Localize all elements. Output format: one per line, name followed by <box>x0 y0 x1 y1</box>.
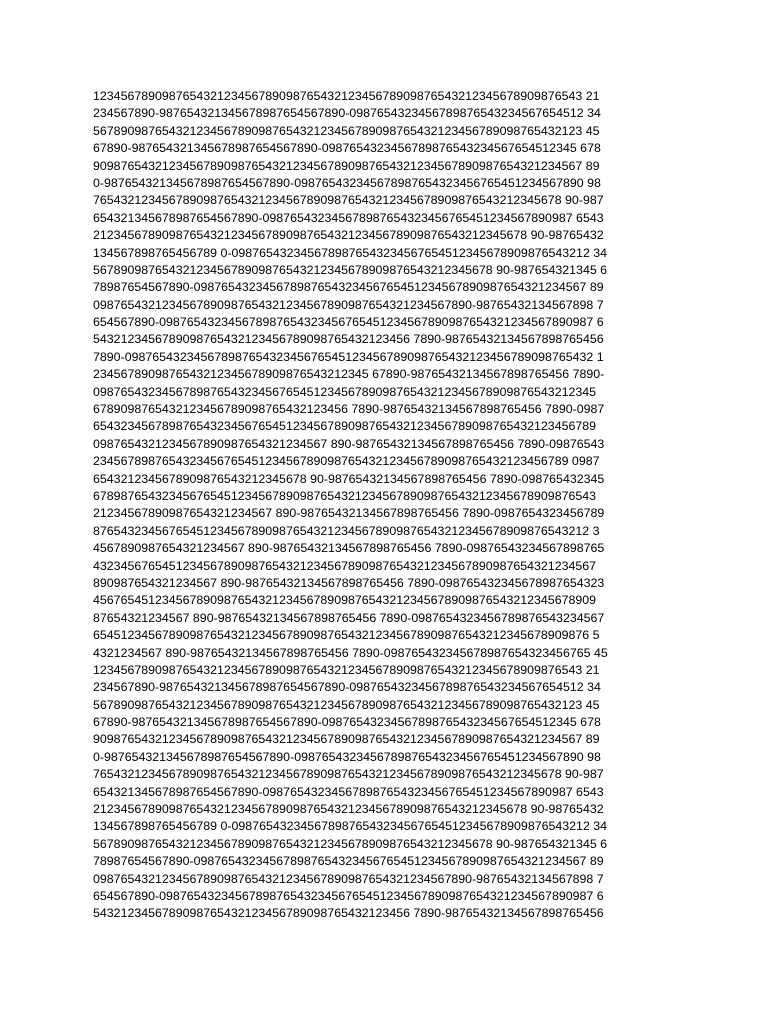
text-line: 212345678909876543212345678909876543212345678909876543212345678 90-98765432 <box>93 228 604 243</box>
text-line: 7890-09876543234567898765432345676545123456789098765432123456789098765432 1 <box>93 349 604 364</box>
text-line: 4567654512345678909876543212345678909876543212345678909876543212345678909 <box>93 593 597 608</box>
text-line: 5678909876543212345678909876543212345678909876543212345678 90-987654321345 6 <box>93 262 608 277</box>
text-line: 5432123456789098765432123456789098765432123456 7890-98765432134567898765456 <box>93 906 604 921</box>
text-line: 4567890987654321234567 890-98765432134567898765456 7890-09876543234567898765 <box>93 541 605 556</box>
text-line: 5678909876543212345678909876543212345678909876543212345678 90-987654321345 6 <box>93 836 608 851</box>
text-line: 654567890-098765432345678987654323456765451234567890987654321234567890987 6 <box>93 315 604 330</box>
text-line: 876543234567654512345678909876543212345678909876543212345678909876543212 3 <box>93 523 600 538</box>
text-line: 234567898765432345676545123456789098765432123456789098765432123456789 0987 <box>93 454 600 469</box>
number-text-block <box>93 88 683 923</box>
text-line: 654321345678987654567890-098765432345678987654323456765451234567890987 6543 <box>93 210 604 225</box>
text-line: 76543212345678909876543212345678909876543212345678909876543212345678 90-987 <box>93 193 604 208</box>
text-line: 90987654321234567890987654321234567890987654321234567890987654321234567 89 <box>93 732 600 747</box>
text-line: 78987654567890-098765432345678987654323456765451234567890987654321234567 89 <box>93 854 604 869</box>
text-line: 654512345678909876543212345678909876543212345678909876543212345678909876 5 <box>93 628 600 643</box>
text-line: 134567898765456789 0-0987654323456789876543234567654512345678909876543212 34 <box>93 245 608 260</box>
text-line: 56789098765432123456789098765432123456789098765432123456789098765432123 45 <box>93 123 600 138</box>
text-line: 87654321234567 890-98765432134567898765456 7890-0987654323456789876543234567 <box>93 610 605 625</box>
text-line: 4321234567 890-98765432134567898765456 7890-098765432345678987654323456765 45 <box>93 645 608 660</box>
text-line: 0987654323456789876543234567654512345678909876543212345678909876543212345 <box>93 384 597 399</box>
text-line: 0-987654321345678987654567890-098765432345678987654323456765451234567890 98 <box>93 749 601 764</box>
text-line: 76543212345678909876543212345678909876543212345678909876543212345678 90-987 <box>93 767 604 782</box>
text-line: 0987654321234567890987654321234567890987654321234567890-98765432134567898 7 <box>93 297 604 312</box>
text-line: 78987654567890-098765432345678987654323456765451234567890987654321234567 89 <box>93 280 604 295</box>
text-line: 890987654321234567 890-98765432134567898765456 7890-098765432345678987654323 <box>93 575 605 590</box>
text-line: 67890-987654321345678987654567890-0987654323456789876543234567654512345 678 <box>93 141 601 156</box>
text-line: 0-987654321345678987654567890-098765432345678987654323456765451234567890 98 <box>93 175 601 190</box>
text-line: 654567890-098765432345678987654323456765451234567890987654321234567890987 6 <box>93 888 604 903</box>
text-line: 6543212345678909876543212345678 90-98765432134567898765456 7890-098765432345 <box>93 471 605 486</box>
text-line: 56789098765432123456789098765432123456789098765432123456789098765432123 45 <box>93 697 600 712</box>
text-line: 0987654321234567890987654321234567 890-98765432134567898765456 7890-09876543 <box>93 436 605 451</box>
text-line: 6543234567898765432345676545123456789098765432123456789098765432123456789 <box>93 419 597 434</box>
text-line: 12345678909876543212345678909876543212345678909876543212345678909876543 21 <box>93 662 600 677</box>
text-line: 90987654321234567890987654321234567890987654321234567890987654321234567 89 <box>93 158 600 173</box>
text-line: 234567890-987654321345678987654567890-0987654323456789876543234567654512 34 <box>93 680 601 695</box>
text-line: 6789876543234567654512345678909876543212345678909876543212345678909876543 <box>93 488 597 503</box>
text-line: 654321345678987654567890-098765432345678987654323456765451234567890987 6543 <box>93 784 604 799</box>
text-line: 5432123456789098765432123456789098765432123456 7890-98765432134567898765456 <box>93 332 604 347</box>
text-line: 212345678909876543212345678909876543212345678909876543212345678 90-98765432 <box>93 802 604 817</box>
text-line: 6789098765432123456789098765432123456 7890-98765432134567898765456 7890-0987 <box>93 402 605 417</box>
text-line: 12345678909876543212345678909876543212345678909876543212345678909876543 21 <box>93 89 600 103</box>
text-line: 234567890-987654321345678987654567890-0987654323456789876543234567654512 34 <box>93 106 601 121</box>
text-line: 67890-987654321345678987654567890-0987654323456789876543234567654512345 678 <box>93 715 601 730</box>
text-line: 21234567890987654321234567 890-98765432134567898765456 7890-0987654323456789 <box>93 506 605 521</box>
text-line: 2345678909876543212345678909876543212345 67890-98765432134567898765456 7890- <box>93 367 605 382</box>
text-line: 0987654321234567890987654321234567890987654321234567890-98765432134567898 7 <box>93 871 604 886</box>
text-line: 4323456765451234567890987654321234567890987654321234567890987654321234567 <box>93 558 597 573</box>
text-line: 134567898765456789 0-0987654323456789876543234567654512345678909876543212 34 <box>93 819 608 834</box>
